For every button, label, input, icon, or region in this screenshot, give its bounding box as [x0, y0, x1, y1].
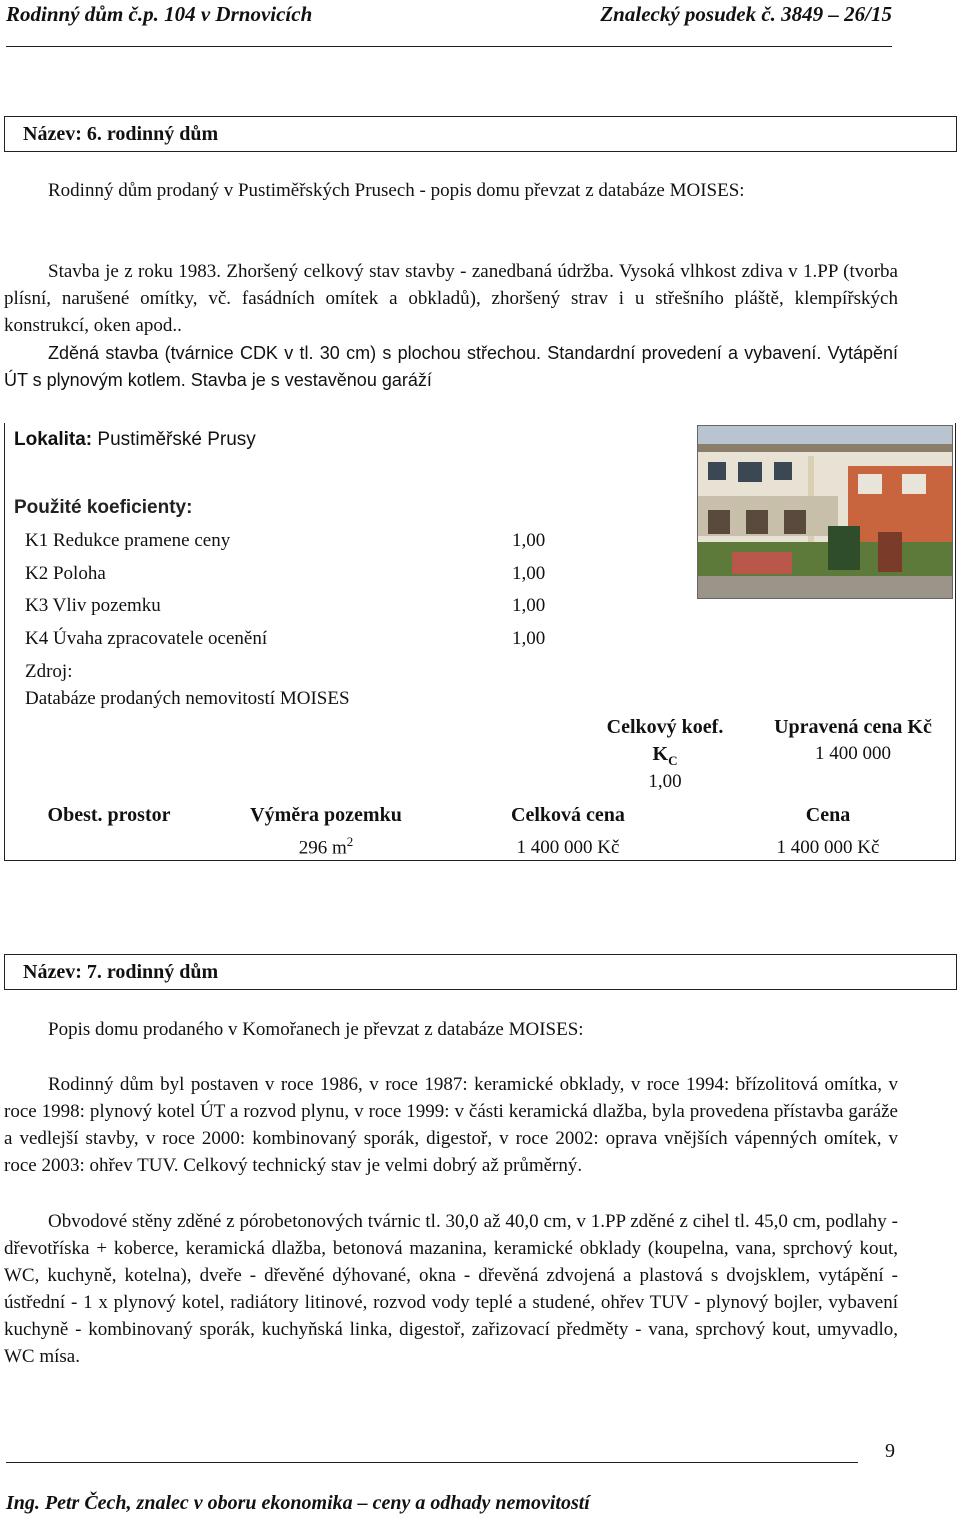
coef-name: K4 Úvaha zpracovatele ocenění	[25, 628, 268, 649]
item6-title: Název: 6. rodinný dům	[23, 123, 219, 145]
box-right-border	[955, 423, 956, 861]
item6-title-box	[4, 116, 957, 152]
item7-para2: Obvodové stěny zděné z pórobetonových tvárnic tl. 30,0 až 40,0 cm, v 1.PP zděné z cihel tl. 45,0 cm, podlahy - dřevotříska + koberce, keramická dlažba, betonová mazanina, keramické obklady (koupelna, vana, sprchový kout, WC, kuchyně, kotelna), dveře - dřevěné dýhované, okna - dřevěná zdvojená a plastová s dvojsklem, vytápění - ústřední - 1 x plynový kotel, radiátory litinové, rozvod vody teplé a studené, ohřev TUV - plynový bojler, vybavení kuchyně - kombinovaný sporák, kuchyňská linka, digestoř, zařizovací předměty - vana, sprchový kout, umyvadlo, WC mísa.	[4, 1211, 898, 1367]
item6-intro: Rodinný dům prodaný v Pustiměřských Prusech - popis domu převzat z databáze MOISES:	[48, 180, 745, 201]
header-rule	[6, 46, 892, 47]
col-header-obest: Obest. prostor	[47, 804, 171, 826]
coef-name: K2 Poloha	[25, 563, 106, 584]
kc-value: 1,00	[648, 771, 682, 792]
total-price-value: 1 400 000 Kč	[516, 837, 620, 858]
col-header-celkova: Celková cena	[511, 804, 625, 826]
coef-value-k1: 1,00	[512, 530, 546, 551]
item7-title-box	[4, 954, 957, 990]
area-number: 296 m	[298, 837, 347, 859]
coef-value-k4: 1,00	[512, 628, 546, 649]
coefs-label: Použité koeficienty:	[14, 497, 193, 518]
adjusted-price-label: Upravená cena Kč	[774, 716, 932, 738]
adjusted-price-value: 1 400 000	[815, 743, 891, 764]
header-right: Znalecký posudek č. 3849 – 26/15	[600, 2, 892, 26]
locality-label: Lokalita:	[14, 429, 93, 450]
page-number: 9	[885, 1440, 895, 1462]
area-value	[218, 834, 434, 859]
coef-name: K1 Redukce pramene ceny	[25, 530, 231, 551]
kc-letter: K	[652, 743, 669, 765]
header-left: Rodinný dům č.p. 104 v Drnovicích	[6, 2, 313, 26]
box-bottom-border	[4, 860, 956, 861]
footer-rule	[6, 1462, 858, 1463]
coef-value-k2: 1,00	[512, 563, 546, 584]
footer-author: Ing. Petr Čech, znalec v oboru ekonomika – ceny a odhady nemovitostí	[6, 1492, 590, 1514]
coef-row-k4	[25, 628, 267, 650]
item7-title: Název: 7. rodinný dům	[23, 961, 219, 983]
coef-value-k3: 1,00	[512, 595, 546, 616]
kc-label	[590, 743, 740, 769]
col-header-vymera: Výměra pozemku	[250, 804, 402, 826]
area-unit-sup: 2	[346, 834, 354, 849]
locality	[14, 429, 256, 451]
source-value: Databáze prodaných nemovitostí MOISES	[25, 688, 350, 709]
box-left-border	[4, 423, 5, 861]
col-header-cena: Cena	[805, 804, 851, 826]
house-photo	[697, 425, 953, 599]
kc-subscript: C	[668, 753, 678, 768]
item6-para2: Zděná stavba (tvárnice CDK v tl. 30 cm) s plochou střechou. Standardní provedení a vybavení. Vytápění ÚT s plynovým kotlem. Stavba je s vestavěnou garáží	[4, 343, 898, 390]
coef-row-k2	[25, 563, 106, 585]
house-photo-image	[698, 426, 952, 598]
coef-row-k3	[25, 595, 161, 617]
locality-value: Pustiměřské Prusy	[97, 429, 256, 450]
coef-row-k1	[25, 530, 230, 552]
item7-para1: Rodinný dům byl postaven v roce 1986, v roce 1987: keramické obklady, v roce 1994: břízolitová omítka, v roce 1998: plynový kotel ÚT a rozvod plynu, v roce 1999: v části keramická dlažba, byla provedena přístavba garáže a vedlejší stavby, v roce 2000: kombinovaný sporák, digestoř, v roce 2002: oprava vnějších vápenných omítek, v roce 2003: ohřev TUV. Celkový technický stav je velmi dobrý až průměrný.	[4, 1074, 898, 1176]
item6-para1: Stavba je z roku 1983. Zhoršený celkový stav stavby - zanedbaná údržba. Vysoká vlhkost zdiva v 1.PP (tvorba plísní, narušené omítky, vč. fasádních omítek a obkladů), zhoršený strav i u střešního pláště, klempířských konstrukcí, oken apod..	[4, 261, 898, 336]
coef-name: K3 Vliv pozemku	[25, 595, 161, 616]
item7-intro: Popis domu prodaného v Komořanech je převzat z databáze MOISES:	[48, 1019, 584, 1040]
price-value: 1 400 000 Kč	[776, 837, 880, 858]
source-label: Zdroj:	[25, 661, 73, 682]
total-coef-label: Celkový koef.	[606, 716, 724, 738]
